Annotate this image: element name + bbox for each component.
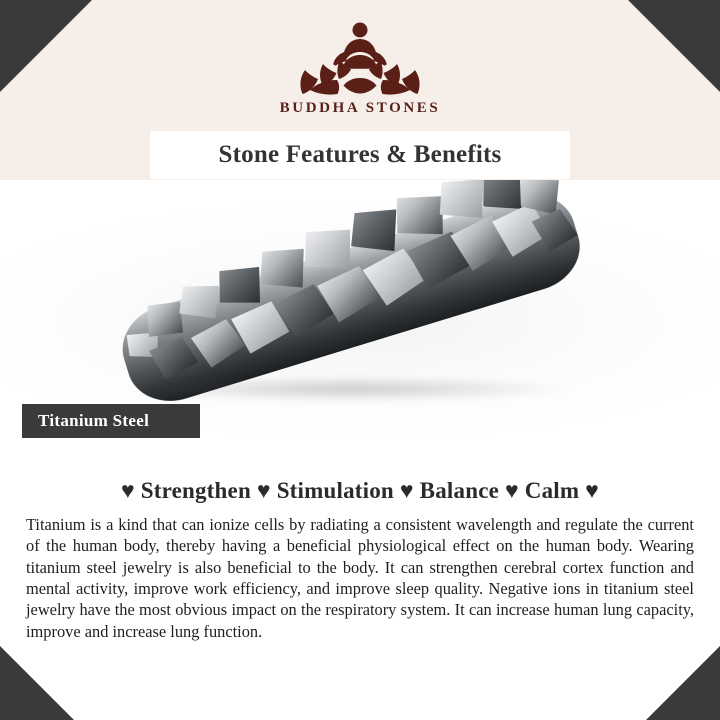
corner-triangle-bottom-right xyxy=(646,646,720,720)
brand-logo xyxy=(0,18,720,117)
content-section xyxy=(0,452,720,720)
image-shadow xyxy=(130,376,570,402)
stone-name-badge: Titanium Steel xyxy=(22,404,200,438)
header-band xyxy=(0,0,720,180)
corner-triangle-bottom-left xyxy=(0,646,74,720)
lotus-meditation-figure-icon xyxy=(275,18,445,96)
title-plate xyxy=(150,131,570,179)
description-text: Titanium is a kind that can ionize cells by radiating a consistent wavelength and regulate the current of the human body, thereby having a beneficial physiological effect on the human body. Wearing titanium steel jewelry is also beneficial to the body. It can strengthen cerebral cortex function and mental activity, improve work efficiency, and improve sleep quality. Negative ions in titanium steel jewelry have the most obvious impact on the respiratory system. It can increase human lung capacity, improve and increase lung function. xyxy=(26,515,694,641)
benefits-heading: ♥ Strengthen ♥ Stimulation ♥ Balance ♥ Calm ♥ xyxy=(120,478,600,503)
brand-name: BUDDHA STONES xyxy=(279,100,441,116)
page-title: Stone Features & Benefits xyxy=(218,141,502,168)
